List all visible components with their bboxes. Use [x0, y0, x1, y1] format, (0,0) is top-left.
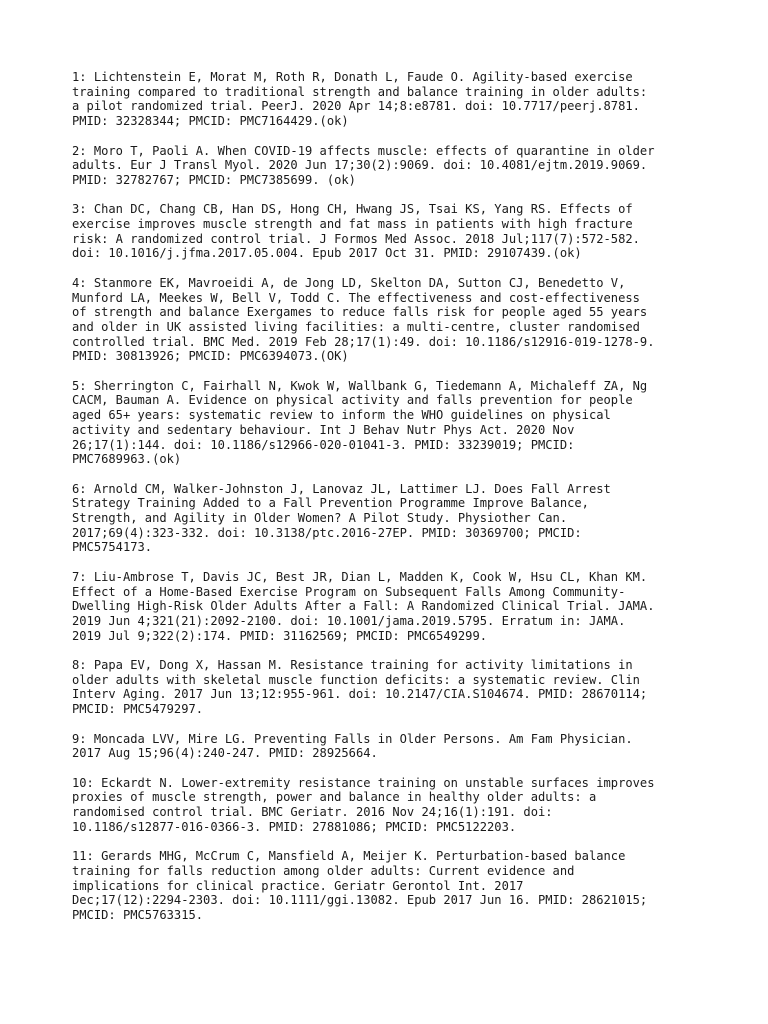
reference-list: [72, 70, 712, 937]
reference-entry-8: 8: Papa EV, Dong X, Hassan M. Resistance training for activity limitations in older adults with skeletal muscle function deficits: a systematic review. Clin Interv Aging. 2017 Jun 13;12:955-961. doi: 10.2147/CIA.S104674. PMID: 28670114; PMCID: PMC5479297.: [72, 658, 648, 717]
reference-entry-10: 10: Eckardt N. Lower-extremity resistance training on unstable surfaces improves proxies of muscle strength, power and balance in healthy older adults: a randomised control trial. BMC Geriatr. 2016 Nov 24;16(1):191. doi: 10.1186/s12877-016-0366-3. PMID: 27881086; PMCID: PMC5122203.: [72, 775, 655, 834]
reference-entry-4: 4: Stanmore EK, Mavroeidi A, de Jong LD, Skelton DA, Sutton CJ, Benedetto V, Munford LA, Meekes W, Bell V, Todd C. The effectiveness and cost-effectiveness of strength and balance Exergames to reduce falls risk for people aged 55 years and older in UK assisted living facilities: a multi-centre, cluster randomised controlled trial. BMC Med. 2019 Feb 28;17(1):49. doi: 10.1186/s12916-019-1278-9. PMID: 30813926; PMCID: PMC6394073.(OK): [72, 275, 655, 364]
reference-entry-11: 11: Gerards MHG, McCrum C, Mansfield A, Meijer K. Perturbation-based balance training for falls reduction among older adults: Current evidence and implications for clinical practice. Geriatr Gerontol Int. 2017 Dec;17(12):2294-2303. doi: 10.1111/ggi.13082. Epub 2017 Jun 16. PMID: 28621015; PMCID: PMC5763315.: [72, 849, 648, 922]
reference-entry-2: 2: Moro T, Paoli A. When COVID-19 affects muscle: effects of quarantine in older adults. Eur J Transl Myol. 2020 Jun 17;30(2):9069. doi: 10.4081/ejtm.2019.9069. PMID: 32782767; PMCID: PMC7385699. (ok): [72, 143, 655, 187]
reference-entry-7: 7: Liu-Ambrose T, Davis JC, Best JR, Dian L, Madden K, Cook W, Hsu CL, Khan KM. Effect of a Home-Based Exercise Program on Subsequent Falls Among Community- Dwelling High-Risk Older Adults After a Fall: A Randomized Clinical Trial. JAMA. 2019 Jun 4;321(21):2092-2100. doi: 10.1001/jama.2019.5795. Erratum in: JAMA. 2019 Jul 9;322(2):174. PMID: 31162569; PMCID: PMC6549299.: [72, 569, 655, 643]
reference-entry-5: 5: Sherrington C, Fairhall N, Kwok W, Wallbank G, Tiedemann A, Michaleff ZA, Ng CACM, Bauman A. Evidence on physical activity and falls prevention for people aged 65+ years: systematic review to inform the WHO guidelines on physical activity and sedentary behaviour. Int J Behav Nutr Phys Act. 2020 Nov 26;17(1):144. doi: 10.1186/s12966-020-01041-3. PMID: 33239019; PMCID: PMC7689963.(ok): [72, 378, 648, 467]
reference-entry-9: 9: Moncada LVV, Mire LG. Preventing Falls in Older Persons. Am Fam Physician. 2017 Aug 15;96(4):240-247. PMID: 28925664.: [72, 731, 633, 761]
reference-entry-1: 1: Lichtenstein E, Morat M, Roth R, Donath L, Faude O. Agility-based exercise training compared to traditional strength and balance training in older adults: a pilot randomized trial. PeerJ. 2020 Apr 14;8:e8781. doi: 10.7717/peerj.8781. PMID: 32328344; PMCID: PMC7164429.(ok): [72, 70, 648, 129]
reference-entry-6: 6: Arnold CM, Walker-Johnston J, Lanovaz JL, Lattimer LJ. Does Fall Arrest Strategy Training Added to a Fall Prevention Programme Improve Balance, Strength, and Agility in Older Women? A Pilot Study. Physiother Can. 2017;69(4):323-332. doi: 10.3138/ptc.2016-27EP. PMID: 30369700; PMCID: PMC5754173.: [72, 481, 611, 555]
reference-entry-3: 3: Chan DC, Chang CB, Han DS, Hong CH, Hwang JS, Tsai KS, Yang RS. Effects of exercise improves muscle strength and fat mass in patients with high fracture risk: A randomized control trial. J Formos Med Assoc. 2018 Jul;117(7):572-582. doi: 10.1016/j.jfma.2017.05.004. Epub 2017 Oct 31. PMID: 29107439.(ok): [72, 202, 640, 261]
